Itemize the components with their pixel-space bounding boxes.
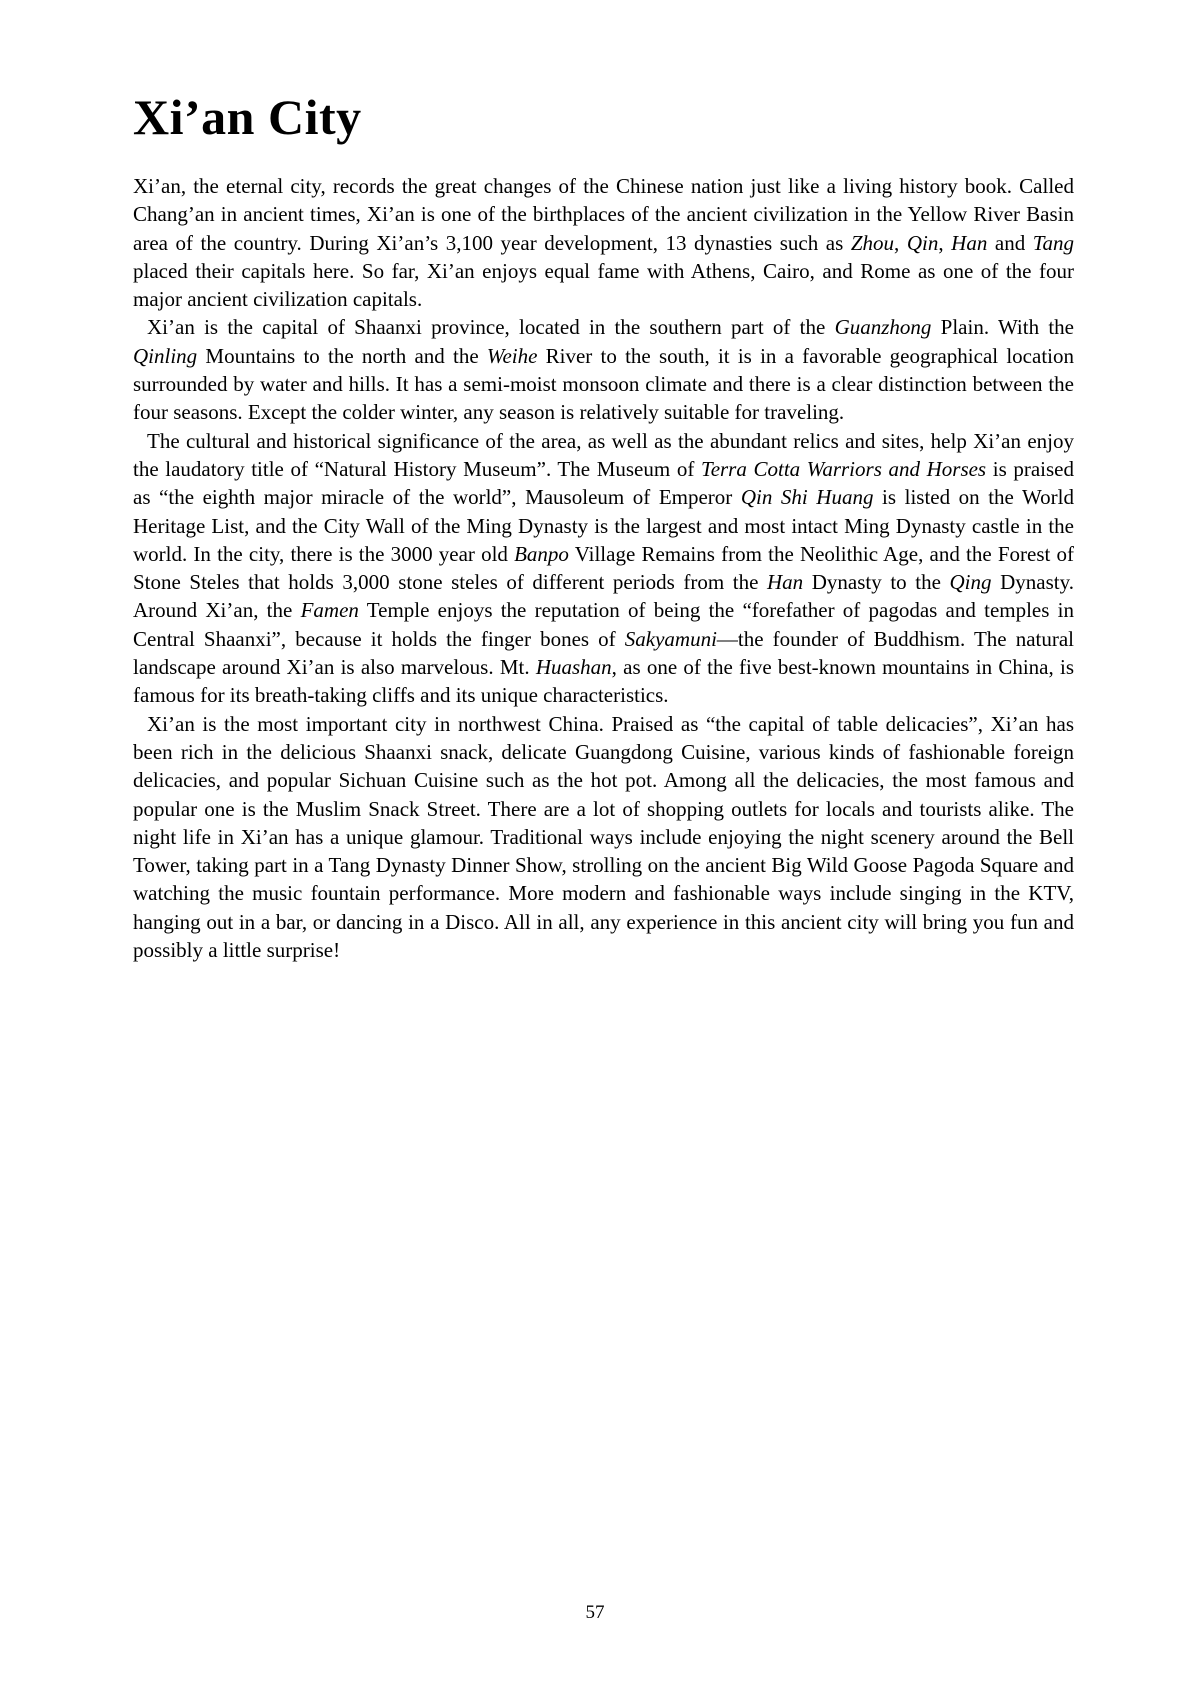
italic-term: Han xyxy=(951,230,988,255)
text-run: River to the south, it is in a favorable geographical location surrounded by water and hills. It has a semi-moist monsoon climate and there is a clear distinction between the four seasons. Except the colder winter, any season is relatively suitable for traveling. xyxy=(133,343,1074,425)
text-run: placed their capitals here. So far, Xi’an enjoys equal fame with Athens, Cairo, and Rome as one of the four major ancient civilization capitals. xyxy=(133,258,1074,312)
italic-term: Qin Shi Huang xyxy=(740,485,874,510)
italic-term: Zhou xyxy=(850,230,895,255)
italic-term: Qing xyxy=(949,570,992,595)
text-run: Temple enjoys the reputation of being the “forefather of pagodas and temples in Central Shaanxi”, because it holds the finger bones of xyxy=(133,598,1074,651)
italic-term: Sakyamuni xyxy=(624,626,717,651)
italic-term: Banpo xyxy=(514,541,569,566)
text-run: is listed on the World Heritage List, and the City Wall of the Ming Dynasty is the largest and most intact Ming Dynasty castle in the world. In the city, there is the 3000 year old xyxy=(133,485,1075,566)
italic-term: Qinling xyxy=(133,343,198,368)
paragraph xyxy=(133,427,1074,710)
page-number: 57 xyxy=(585,1602,605,1623)
text-run: , xyxy=(938,230,952,255)
text-run: Plain. With the xyxy=(931,315,1074,340)
italic-term: Han xyxy=(767,570,804,595)
text-run: Dynasty. Around Xi’an, the xyxy=(133,570,1074,623)
italic-term: Terra Cotta Warriors and Horses xyxy=(700,456,987,481)
text-run: Xi’an, the eternal city, records the great changes of the Chinese nation just like a living history book. Called Chang’an in ancient times, Xi’an is one of the birthplaces of the ancient civilization in the Yellow River Basin area of the country. During Xi’an’s 3,100 year development, 13 dynasties such as xyxy=(133,174,1074,255)
text-run: , as one of the five best-known mountains in China, is famous for its breath-taking cliffs and its unique characteristics. xyxy=(133,655,1074,708)
text-run: Mountains to the north and the xyxy=(197,343,487,368)
text-run: , xyxy=(894,230,907,255)
paragraph xyxy=(133,172,1074,313)
text-run: The cultural and historical significance of the area, as well as the abundant relics and sites, help Xi’an enjoy the laudatory title of “Natural History Museum”. The Museum of xyxy=(133,428,1074,481)
italic-term: Guanzhong xyxy=(834,315,932,340)
paragraph xyxy=(133,710,1074,965)
italic-term: Weihe xyxy=(486,343,538,368)
text-run: Village Remains from the Neolithic Age, and the Forest of Stone Steles that holds 3,000 stone steles of different periods from the xyxy=(133,541,1074,595)
text-run: —the founder of Buddhism. The natural landscape around Xi’an is also marvelous. Mt. xyxy=(133,626,1074,680)
italic-term: Famen xyxy=(300,598,359,623)
italic-term: Huashan xyxy=(535,655,612,680)
text-run: Xi’an is the capital of Shaanxi province, located in the southern part of the xyxy=(147,315,835,340)
page-title: Xi’an City xyxy=(133,89,362,145)
text-run: and xyxy=(987,230,1033,255)
paragraph xyxy=(133,313,1074,426)
text-run: Dynasty to the xyxy=(803,570,950,595)
text-run: is praised as “the eighth major miracle of the world”, Mausoleum of Emperor xyxy=(133,456,1074,510)
italic-term: Tang xyxy=(1032,230,1075,255)
italic-term: Qin xyxy=(906,230,939,255)
text-run: Xi’an is the most important city in northwest China. Praised as “the capital of table delicacies”, Xi’an has been rich in the delicious Shaanxi snack, delicate Guangdong Cuisine, various kinds of fashionable foreign delicacies, and popular Sichuan Cuisine such as the hot pot. Among all the delicacies, the most famous and popular one is the Muslim Snack Street. There are a lot of shopping outlets for locals and tourists alike. The night life in Xi’an has a unique glamour. Traditional ways include enjoying the night scenery around the Bell Tower, taking part in a Tang Dynasty Dinner Show, strolling on the ancient Big Wild Goose Pagoda Square and watching the music fountain performance. More modern and fashionable ways include singing in the KTV, hanging out in a bar, or dancing in a Disco. All in all, any experience in this ancient city will bring you fun and possibly a little surprise! xyxy=(133,711,1074,963)
body-paragraphs xyxy=(133,172,1074,964)
